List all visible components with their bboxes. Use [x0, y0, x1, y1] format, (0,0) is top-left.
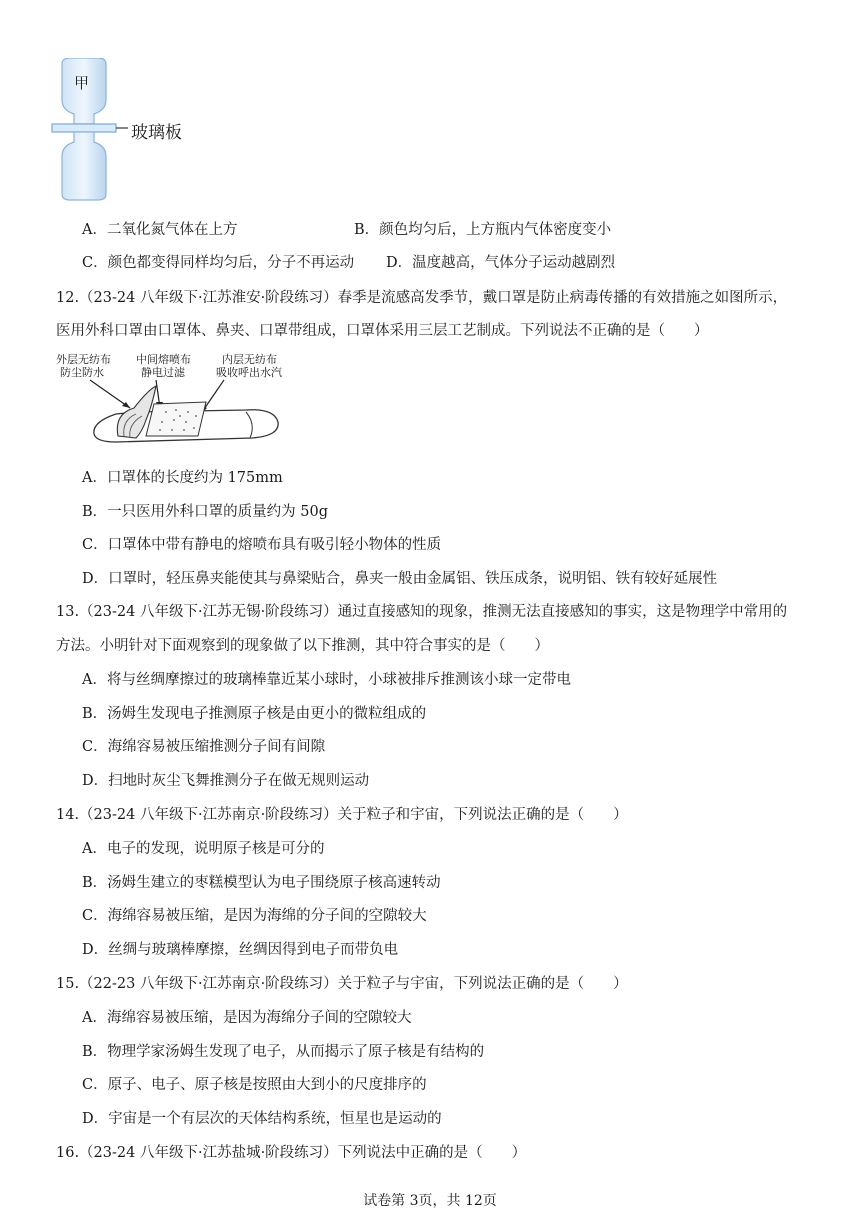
q11-option-a: A．二氧化氮气体在上方 [82, 222, 238, 238]
q14-stem: 14.（23-24 八年级下·江苏南京·阶段练习）关于粒子和宇宙，下列说法正确的是（ ） [56, 807, 628, 823]
q12-option-b: B．一只医用外科口罩的质量约为 50g [82, 504, 328, 520]
q14-option-a: A．电子的发现，说明原子核是可分的 [82, 841, 325, 857]
q11-option-c: C．颜色都变得同样均匀后，分子不再运动 [82, 255, 355, 271]
q12-stem-line1: 12.（23-24 八年级下·江苏淮安·阶段练习）春季是流感高发季节，戴口罩是防止病毒传播的有效措施之如图所示， [56, 290, 788, 306]
q16-stem: 16.（23-24 八年级下·江苏盐城·阶段练习）下列说法中正确的是（ ） [56, 1145, 527, 1161]
q13-option-b: B．汤姆生发现电子推测原子核是由更小的微粒组成的 [82, 706, 427, 722]
q15-stem: 15.（22-23 八年级下·江苏南京·阶段练习）关于粒子与宇宙，下列说法正确的是（ ） [56, 976, 628, 992]
q13-stem-line1: 13.（23-24 八年级下·江苏无锡·阶段练习）通过直接感知的现象，推测无法直接感知的事实，这是物理学中常用的 [56, 604, 788, 620]
q14-option-c: C．海绵容易被压缩，是因为海绵的分子间的空隙较大 [82, 908, 427, 924]
mask-inner-label-2: 吸收呼出水汽 [216, 366, 282, 379]
q15-option-a: A．海绵容易被压缩，是因为海绵分子间的空隙较大 [82, 1010, 412, 1026]
q13-option-d: D．扫地时灰尘飞舞推测分子在做无规则运动 [82, 773, 370, 789]
q12-option-c: C．口罩体中带有静电的熔喷布具有吸引轻小物体的性质 [82, 537, 442, 553]
q11-option-b: B．颜色均匀后，上方瓶内气体密度变小 [354, 222, 612, 238]
q13-option-c: C．海绵容易被压缩推测分子间有间隙 [82, 739, 326, 755]
bottle-label: 甲 [74, 74, 90, 92]
mask-outer-label-2: 防尘防水 [60, 366, 104, 379]
q15-option-d: D．宇宙是一个有层次的天体结构系统，恒星也是运动的 [82, 1111, 442, 1127]
mask-middle-label-1: 中间熔喷布 [136, 353, 191, 366]
q12-option-a: A．口罩体的长度约为 175mm [82, 470, 283, 486]
q14-option-b: B．汤姆生建立的枣糕模型认为电子围绕原子核高速转动 [82, 875, 441, 891]
mask-middle-label-2: 静电过滤 [141, 366, 185, 379]
mask-outer-label-1: 外层无纺布 [56, 353, 111, 366]
q13-option-a: A．将与丝绸摩擦过的玻璃棒靠近某小球时，小球被排斥推测该小球一定带电 [82, 672, 571, 688]
q15-option-c: C．原子、电子、原子核是按照由大到小的尺度排序的 [82, 1077, 427, 1093]
q14-option-d: D．丝绸与玻璃棒摩擦，丝绸因得到电子而带负电 [82, 942, 399, 958]
q13-stem-line2: 方法。小明针对下面观察到的现象做了以下推测，其中符合事实的是（ ） [56, 638, 549, 654]
mask-inner-label-1: 内层无纺布 [222, 353, 277, 366]
q15-option-b: B．物理学家汤姆生发现了电子，从而揭示了原子核是有结构的 [82, 1044, 485, 1060]
q12-option-d: D．口罩时，轻压鼻夹能使其与鼻梁贴合，鼻夹一般由金属铝、铁压成条，说明铝、铁有较好延展性 [82, 571, 718, 587]
q11-option-d: D．温度越高，气体分子运动越剧烈 [386, 255, 616, 271]
q12-stem-line2: 医用外科口罩由口罩体、鼻夹、口罩带组成，口罩体采用三层工艺制成。下列说法不正确的是（ ） [56, 323, 709, 339]
page-footer: 试卷第 3页，共 12页 [363, 1193, 497, 1209]
glass-plate-label: 玻璃板 [131, 123, 182, 143]
